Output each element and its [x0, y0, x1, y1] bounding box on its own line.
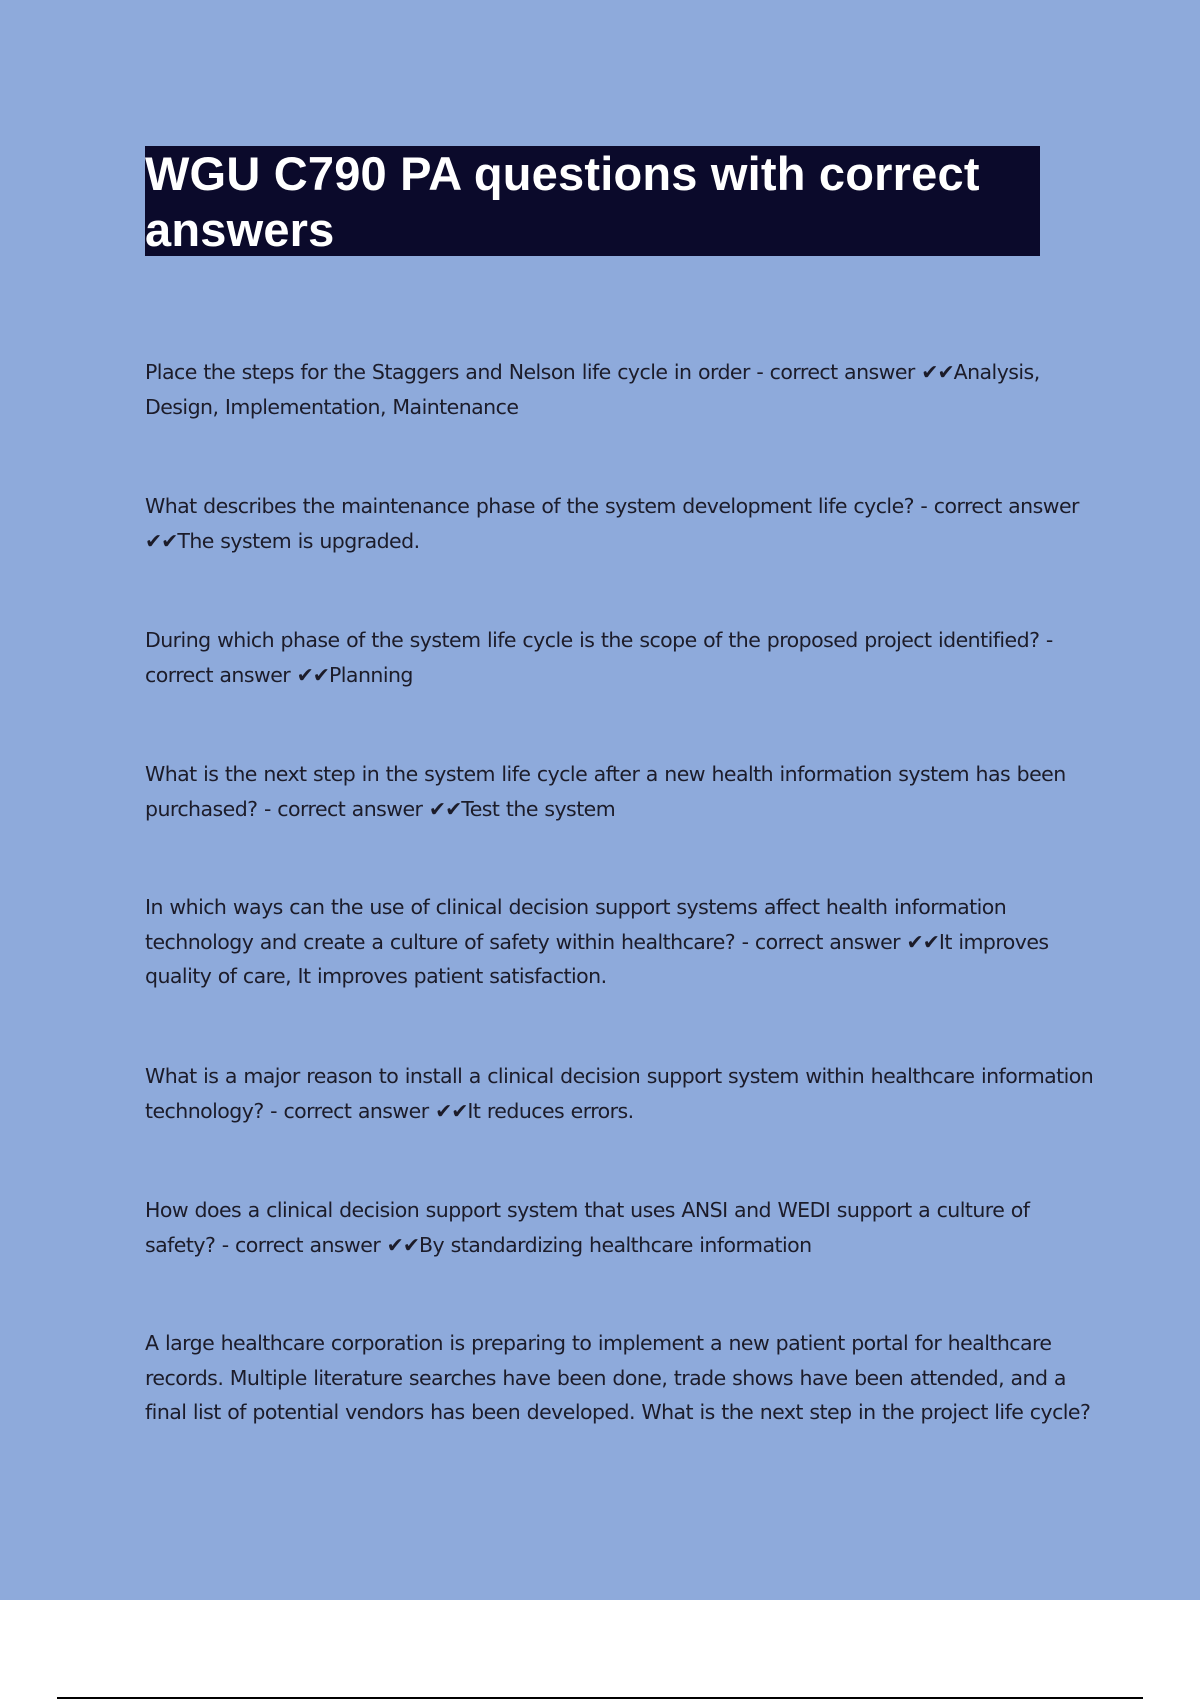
footer-divider [57, 1697, 1143, 1699]
check-marks-icon: ✔✔ [145, 528, 178, 553]
check-marks-icon: ✔✔ [906, 929, 939, 954]
question-text: During which phase of the system life cycle is the scope of the proposed project identified? [145, 628, 1040, 652]
answer-text: By standardizing healthcare information [419, 1232, 812, 1257]
qa-item [145, 489, 1095, 558]
qa-item [145, 1193, 1095, 1262]
answer-separator: - correct answer [257, 796, 429, 821]
answer-text: It reduces errors. [467, 1098, 634, 1123]
question-text: In which ways can the use of clinical decision support systems affect health information technology and create a culture of safety within healthcare? [145, 895, 1007, 954]
check-marks-icon: ✔✔ [296, 662, 329, 687]
answer-separator: - correct answer [749, 360, 922, 384]
answer-text: Analysis, Design, Implementation, Maintenance [145, 360, 1040, 419]
question-text: How does a clinical decision support system that uses ANSI and WEDI support a culture of safety? [145, 1198, 1030, 1257]
check-marks-icon: ✔✔ [435, 1098, 468, 1123]
question-text: What is the next step in the system life cycle after a new health information system has been purchased? [145, 762, 1066, 821]
check-marks-icon: ✔✔ [921, 360, 954, 384]
check-marks-icon: ✔✔ [386, 1232, 420, 1257]
answer-separator: - correct answer [735, 929, 907, 954]
check-marks-icon: ✔✔ [428, 796, 462, 821]
answer-text: Planning [328, 662, 413, 687]
question-text: Place the steps for the Staggers and Nelson life cycle in order [145, 360, 750, 384]
title-banner [145, 146, 1040, 256]
question-text: What is a major reason to install a clinical decision support system within healthcare information technology? [145, 1064, 1094, 1123]
qa-item [145, 623, 1095, 692]
answer-separator: - correct answer [913, 494, 1079, 518]
qa-item [145, 1059, 1095, 1128]
answer-separator: - correct answer [263, 1098, 436, 1123]
answer-text: Test the system [461, 796, 616, 821]
qa-item [145, 1326, 1095, 1430]
question-text: A large healthcare corporation is preparing to implement a new patient portal for healthcare records. Multiple literature searches have been done, trade shows have been attended, and a final list of potential vendors has been developed. What is the next step in the project life cycle? [145, 1331, 1091, 1424]
question-text: What describes the maintenance phase of the system development life cycle? [145, 494, 914, 518]
answer-separator: - correct answer [145, 628, 1053, 687]
qa-item [145, 890, 1095, 994]
answer-separator: - correct answer [215, 1232, 387, 1257]
answer-text: It improves quality of care, It improves patient satisfaction. [145, 929, 1049, 988]
qa-item [145, 757, 1095, 826]
answer-text: The system is upgraded. [177, 528, 420, 553]
page-title: WGU C790 PA questions with correct answers [145, 147, 980, 256]
qa-item [145, 355, 1095, 424]
